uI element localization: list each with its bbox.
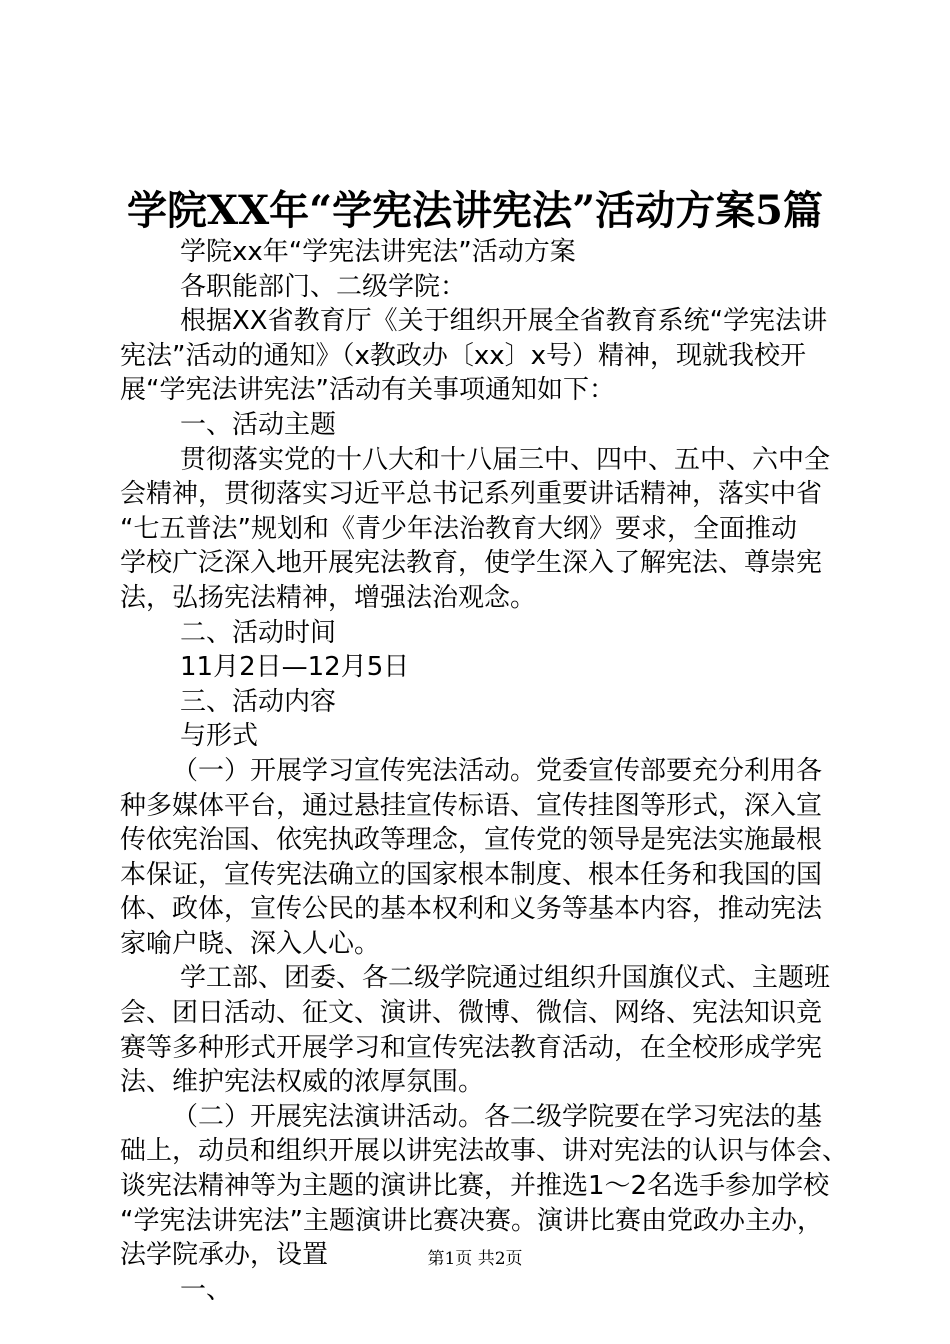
body-line: 展“学宪法讲宪法”活动有关事项通知如下： — [120, 375, 615, 406]
body-line: 法学院承办，设置 — [120, 1240, 329, 1271]
body-line: 会精神，贯彻落实习近平总书记系列重要讲话精神，落实中省 — [120, 479, 823, 510]
body-line: 家喻户晓、深入人心。 — [120, 928, 381, 959]
section-heading: 三、活动内容 — [180, 686, 337, 717]
body-line: 种多媒体平台，通过悬挂宣传标语、宣传挂图等形式，深入宣 — [120, 790, 823, 821]
body-line: “七五普法”规划和《青少年法治教育大纲》要求，全面推动 — [120, 513, 797, 544]
document-title: 学院XX年“学宪法讲宪法”活动方案5篇 — [127, 187, 823, 234]
body-line: 与形式 — [180, 721, 259, 752]
body-line: 11月2日—12月5日 — [180, 652, 410, 683]
section-heading: 一、活动主题 — [180, 409, 337, 440]
body-line: 学工部、团委、各二级学院通过组织升国旗仪式、主题班 — [180, 963, 831, 994]
body-line: 学校广泛深入地开展宪法教育，使学生深入了解宪法、尊崇宪 — [120, 548, 823, 579]
body-line: 传依宪治国、依宪执政等理念，宣传党的领导是宪法实施最根 — [120, 825, 823, 856]
body-line: （二）开展宪法演讲活动。各二级学院要在学习宪法的基 — [172, 1101, 823, 1132]
document-body — [120, 235, 849, 1307]
body-line: 一、 — [180, 1274, 233, 1305]
section-heading: 二、活动时间 — [180, 617, 337, 648]
body-line: 法，弘扬宪法精神，增强法治观念。 — [120, 582, 537, 613]
body-line: 础上，动员和组织开展以讲宪法故事、讲对宪法的认识与体会、 — [120, 1136, 849, 1167]
page-footer: 第1页 共2页 — [427, 1249, 523, 1269]
body-line: 宪法”活动的通知》（x教政办〔xx〕x号）精神，现就我校开 — [120, 340, 807, 371]
body-line: 法、维护宪法权威的浓厚氛围。 — [120, 1067, 485, 1098]
body-line: 根据XX省教育厅《关于组织开展全省教育系统“学宪法讲 — [180, 306, 828, 337]
body-line: 会、团日活动、征文、演讲、微博、微信、网络、宪法知识竞 — [120, 998, 823, 1029]
body-line: “学宪法讲宪法”主题演讲比赛决赛。演讲比赛由党政办主办， — [120, 1205, 823, 1236]
body-line: 贯彻落实党的十八大和十八届三中、四中、五中、六中全 — [180, 444, 831, 475]
body-line: 赛等多种形式开展学习和宣传宪法教育活动，在全校形成学宪 — [120, 1032, 823, 1063]
body-line: 谈宪法精神等为主题的演讲比赛，并推选1～2名选手参加学校 — [120, 1171, 830, 1202]
body-line: 体、政体，宣传公民的基本权利和义务等基本内容，推动宪法 — [120, 894, 823, 925]
body-line: 各职能部门、二级学院： — [180, 271, 467, 302]
body-line: 本保证，宣传宪法确立的国家根本制度、根本任务和我国的国 — [120, 859, 823, 890]
body-line: （一）开展学习宣传宪法活动。党委宣传部要充分利用各 — [172, 755, 823, 786]
body-line: 学院xx年“学宪法讲宪法”活动方案 — [180, 237, 576, 267]
